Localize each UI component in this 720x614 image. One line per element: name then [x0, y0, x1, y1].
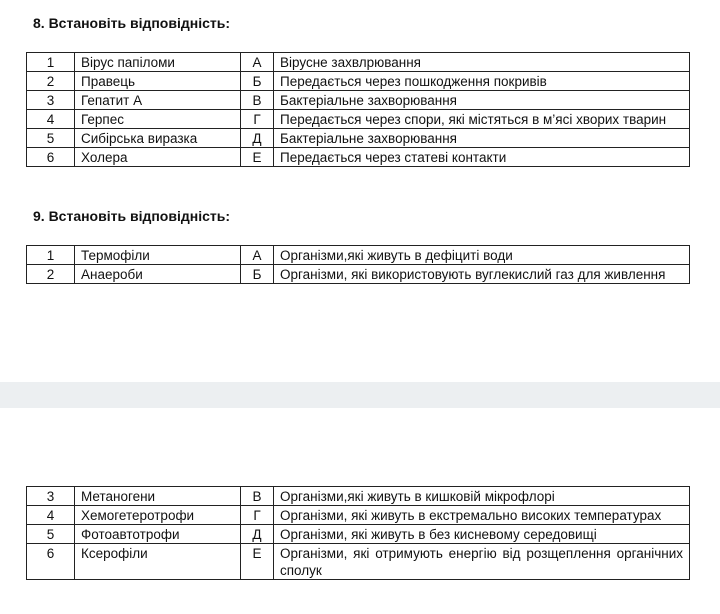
table-row — [27, 544, 690, 580]
row-number: 3 — [27, 487, 75, 506]
question-8-table — [26, 52, 690, 167]
term-cell: Герпес — [75, 110, 241, 129]
description-cell: Організми, які використовують вуглекислий газ для живлення — [274, 265, 690, 284]
term-cell: Сибірська виразка — [75, 129, 241, 148]
letter-cell: Д — [241, 525, 274, 544]
term-cell: Гепатит А — [75, 91, 241, 110]
letter-cell: А — [241, 53, 274, 72]
description-cell: Бактеріальне захворювання — [274, 129, 690, 148]
description-cell: Організми,які живуть в кишковій мікрофлорі — [274, 487, 690, 506]
description-cell: Організми,які живуть в дефіциті води — [274, 246, 690, 265]
letter-cell: Е — [241, 544, 274, 580]
letter-cell: Е — [241, 148, 274, 167]
table-row — [27, 110, 690, 129]
table-row — [27, 53, 690, 72]
term-cell: Правець — [75, 72, 241, 91]
description-cell: Бактеріальне захворювання — [274, 91, 690, 110]
letter-cell: В — [241, 91, 274, 110]
row-number: 6 — [27, 544, 75, 580]
description-cell: Вірусне захвлрювання — [274, 53, 690, 72]
term-cell: Вірус папіломи — [75, 53, 241, 72]
description-cell: Передається через статеві контакти — [274, 148, 690, 167]
page-separator — [0, 382, 720, 408]
description-cell: Передається через спори, які містяться в м’ясі хворих тварин — [274, 110, 690, 129]
term-cell: Фотоавтотрофи — [75, 525, 241, 544]
description-cell: Організми, які живуть в без кисневому середовищі — [274, 525, 690, 544]
letter-cell: Г — [241, 506, 274, 525]
row-number: 1 — [27, 53, 75, 72]
term-cell: Анаероби — [75, 265, 241, 284]
question-9-table-part-2 — [26, 486, 690, 580]
table-row — [27, 506, 690, 525]
letter-cell: В — [241, 487, 274, 506]
table-row — [27, 525, 690, 544]
letter-cell: Б — [241, 265, 274, 284]
row-number: 3 — [27, 91, 75, 110]
question-8-title: 8. Встановіть відповідність: — [33, 15, 230, 31]
term-cell: Холера — [75, 148, 241, 167]
term-cell: Метаногени — [75, 487, 241, 506]
question-9-table-part-1 — [26, 245, 690, 284]
row-number: 6 — [27, 148, 75, 167]
question-9-title: 9. Встановіть відповідність: — [33, 208, 230, 224]
letter-cell: А — [241, 246, 274, 265]
row-number: 5 — [27, 525, 75, 544]
table-row — [27, 72, 690, 91]
row-number: 2 — [27, 265, 75, 284]
description-cell: Організми, які отримують енергію від розщеплення органічних сполук — [274, 544, 690, 580]
table-row — [27, 129, 690, 148]
table-row — [27, 265, 690, 284]
table-row — [27, 487, 690, 506]
description-cell: Організми, які живуть в екстремально високих температурах — [274, 506, 690, 525]
description-cell: Передається через пошкодження покривів — [274, 72, 690, 91]
table-row — [27, 246, 690, 265]
row-number: 1 — [27, 246, 75, 265]
letter-cell: Г — [241, 110, 274, 129]
row-number: 5 — [27, 129, 75, 148]
term-cell: Термофіли — [75, 246, 241, 265]
letter-cell: Д — [241, 129, 274, 148]
row-number: 4 — [27, 506, 75, 525]
row-number: 2 — [27, 72, 75, 91]
row-number: 4 — [27, 110, 75, 129]
table-row — [27, 148, 690, 167]
term-cell: Хемогетеротрофи — [75, 506, 241, 525]
table-row — [27, 91, 690, 110]
term-cell: Ксерофіли — [75, 544, 241, 580]
letter-cell: Б — [241, 72, 274, 91]
